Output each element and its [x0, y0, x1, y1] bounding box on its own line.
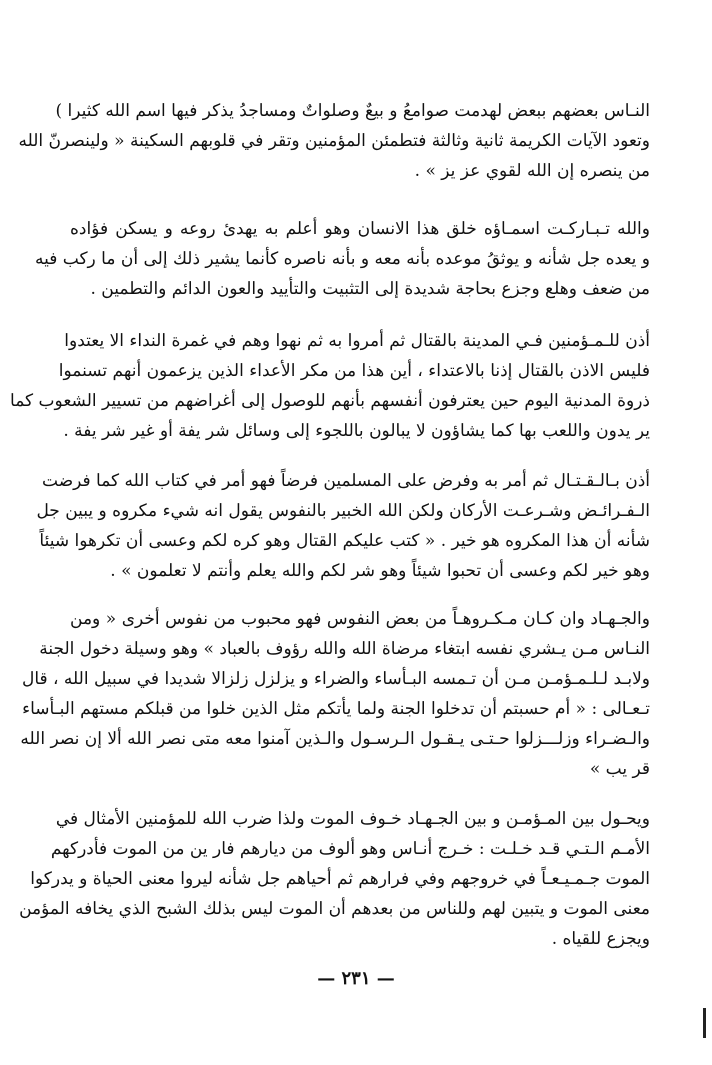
text-line: قر يب » [589, 759, 650, 779]
text-line: الموت جـمـيـعـاً في خروجهم وفي فرارهم ثم أحياهم جل شأنه ليروا معنى الحياة و يدركوا [30, 869, 650, 889]
text-line: فليس الاذن بالقتال إذنا بالاعتداء ، أين هذا من مكر الأعداء الذين يزعمون أنهم تسنموا [58, 361, 650, 381]
text-line: الـفـرائـض وشـرعـت الأركان ولكن الله الخبير بالنفوس يقول انه شيء مكروه و يبين جل [36, 501, 650, 521]
paragraph [10, 326, 650, 446]
text-line: تـعـالى : « أم حسبتم أن تدخلوا الجنة ولما يأتكم مثل الذين خلوا من قبلكم مستهم البـأساء [22, 699, 650, 719]
text-line: ولابـد لـلـمـؤمـن مـن أن تـمسه البـأساء والضراء و يزلزل زلزالا شديدا في سبيل الله ، قال [21, 669, 650, 689]
scan-edge-mark [703, 1008, 706, 1038]
text-line: ير يدون واللعب بها كما يشاؤون لا يبالون باللجوء إلى وسائل شر يفة أو غير شر يفة . [63, 421, 650, 441]
text-line: ويحـول بين المـؤمـن و بين الجـهـاد خـوف الموت ولذا ضرب الله للمؤمنين الأمثال في [55, 809, 650, 829]
text-line: النـاس بعضهم ببعض لهدمت صوامعُ و بيعٌ وصلواتٌ ومساجدُ يذكر فيها اسم الله كثيرا ) [55, 101, 650, 121]
text-line: من ينصره إن الله لقوي عز يز » . [414, 161, 650, 181]
page-number: — ٢٣١ — [317, 968, 395, 989]
text-line: النـاس مـن يـشري نفسه ابتغاء مرضاة الله والله رؤوف بالعباد » وهو وسيلة دخول الجنة [39, 639, 650, 659]
text-line: من ضعف وهلع وجزع بحاجة شديدة إلى التثبيت والتأييد والعون الدائم والتطمين . [90, 279, 650, 299]
text-line: أذن للـمـؤمنين فـي المدينة بالقتال ثم أمروا به ثم نهوا وهم في غمرة النداء الا يعتدوا [64, 331, 650, 351]
text-line: ويجزع للقياه . [551, 929, 650, 949]
text-line: وتعود الآيات الكريمة ثانية وثالثة فتطمئن المؤمنين وتقر في قلوبهم السكينة « ولينصرنّ الله [18, 131, 650, 151]
text-line: شأنه أن هذا المكروه هو خير . « كتب عليكم القتال وهو كره لكم وعسى أن تكرهوا شيئاً [39, 531, 650, 551]
text-line: وهو خير لكم وعسى أن تحبوا شيئاً وهو شر لكم والله يعلم وأنتم لا تعلمون » . [110, 561, 650, 581]
paragraph [35, 214, 650, 304]
page-body [10, 96, 650, 954]
paragraph [20, 604, 650, 784]
text-line: و يعده جل شأنه و يوثقُ موعده بأنه معه و بأنه ناصره كأنما يشير ذلك إلى أن ما ركب فيه [35, 249, 650, 269]
paragraph [36, 466, 650, 586]
text-line: ذروة المدنية اليوم حين يعترفون أنفسهم بأنهم للوصول إلى أغراضهم من تسيير الشعوب كما [10, 391, 650, 411]
paragraph [18, 96, 650, 186]
text-line: والـضـراء وزلـــزلوا حـتـى يـقـول الـرسـول والـذين آمنوا معه متى نصر الله ألا إن نصر الله [20, 729, 650, 749]
text-line: أذن بـالـقـتـال ثم أمر به وفرض على المسلمين فرضاً فهو أمر في كتاب الله كما فرضت [42, 471, 650, 491]
text-line: معنى الموت و يتبين لهم وللناس من بعدهم أن الموت ليس بذلك الشبح الذي يخافه المؤمن [19, 899, 650, 919]
text-line: والله تـبـاركـت اسمـاؤه خلق هذا الانسان وهو أعلم به يهدئ روعه و يسكن فؤاده [70, 219, 650, 239]
text-line: والجـهـاد وان كـان مـكـروهـاً من بعض النفوس فهو محبوب من نفوس أخرى « ومن [70, 609, 650, 629]
paragraph [19, 804, 650, 954]
text-line: الأمـم الـتـي قـد خـلـت : خـرج أنـاس وهو ألوف من ديارهم فار ين من الموت فأدركهم [50, 839, 650, 859]
